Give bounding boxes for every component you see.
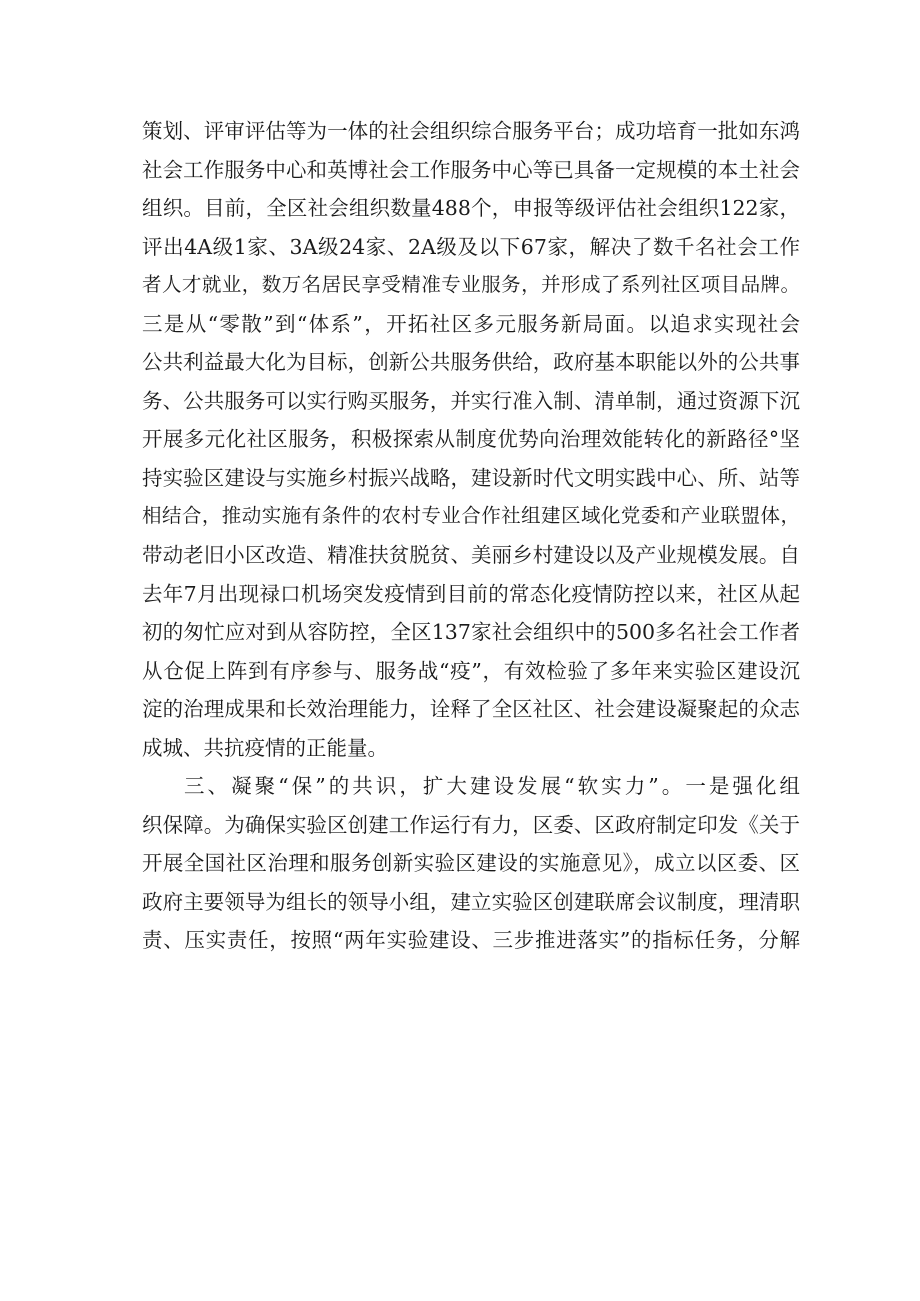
text-line: 者人才就业，数万名居民享受精准专业服务，并形成了系列社区项目品牌。 — [142, 273, 800, 297]
text-line: 务、公共服务可以实行购买服务，并实行准入制、清单制，通过资源下沉 — [142, 388, 800, 413]
text-line: 评出4A级1家、3A级24家、2A级及以下67家，解决了数千名社会工作 — [142, 234, 800, 259]
text-line: 社会工作服务中心和英博社会工作服务中心等已具备一定规模的本土社会 — [142, 157, 800, 182]
text-line: 公共利益最大化为目标，创新公共服务供给，政府基本职能以外的公共事 — [142, 350, 800, 375]
body-text — [142, 112, 800, 960]
text-line: 织保障。为确保实验区创建工作运行有力，区委、区政府制定印发《关于 — [142, 812, 800, 837]
text-line: 政府主要领导为组长的领导小组，建立实验区创建联席会议制度，理清职 — [142, 889, 800, 914]
text-line: 相结合，推动实施有条件的农村专业合作社组建区域化党委和产业联盟体， — [142, 504, 800, 528]
text-line: 从仓促上阵到有序参与、服务战“疫”，有效检验了多年来实验区建设沉 — [142, 658, 800, 683]
text-line: 组织。目前，全区社会组织数量488个，申报等级评估社会组织122家， — [142, 196, 800, 221]
text-line: 责、压实责任，按照“两年实验建设、三步推进落实”的指标任务，分解 — [142, 928, 800, 953]
text-line: 开展多元化社区服务，积极探索从制度优势向治理效能转化的新路径°坚 — [142, 427, 800, 452]
text-line: 成城、共抗疫情的正能量。 — [142, 735, 388, 760]
text-line: 带动老旧小区改造、精准扶贫脱贫、美丽乡村建设以及产业规模发展。自 — [142, 543, 800, 568]
text-line: 去年7月出现禄口机场突发疫情到目前的常态化疫情防控以来，社区从起 — [142, 581, 800, 606]
paragraph-heading-line: 三、凝聚“保”的共识，扩大建设发展“软实力”。一是强化组 — [184, 774, 800, 799]
text-line: 开展全国社区治理和服务创新实验区建设的实施意见》，成立以区委、区 — [142, 851, 800, 876]
text-line: 三是从“零散”到“体系”，开拓社区多元服务新局面。以追求实现社会 — [142, 311, 800, 336]
text-line: 初的匆忙应对到从容防控，全区137家社会组织中的500多名社会工作者 — [142, 620, 800, 645]
text-line: 策划、评审评估等为一体的社会组织综合服务平台；成功培育一批如东鸿 — [142, 119, 800, 143]
text-line: 淀的治理成果和长效治理能力，诠释了全区社区、社会建设凝聚起的众志 — [142, 697, 800, 722]
text-line: 持实验区建设与实施乡村振兴战略，建设新时代文明实践中心、所、站等 — [142, 465, 800, 490]
